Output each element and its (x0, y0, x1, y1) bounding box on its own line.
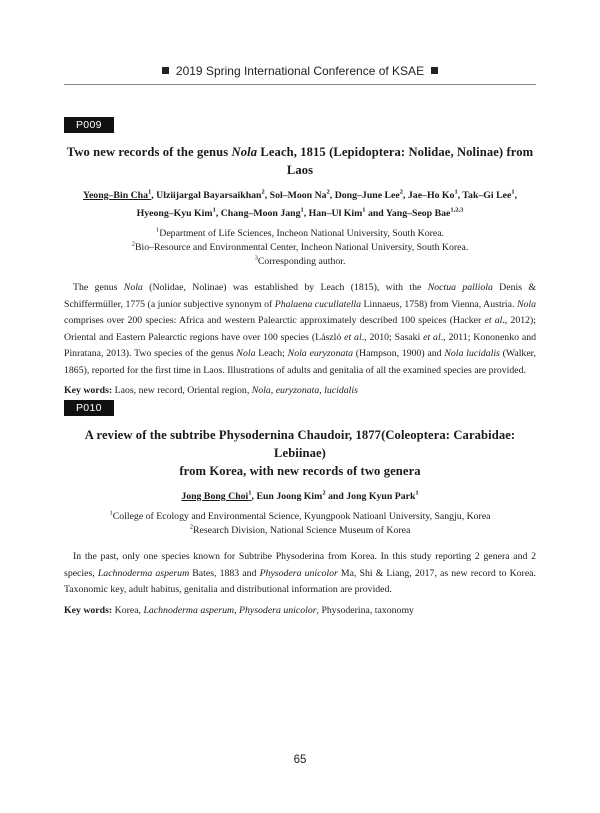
affiliation-list (64, 227, 536, 269)
author: Tak–Gi Lee$^1$ (462, 188, 515, 201)
presenting-author: Yeong–Bin Cha$^1$ (82, 188, 152, 201)
abstract: The genus Nola (Nolidae, Nolinae) was established by Leach (1815), with the Noctua palliola Denis & Schiffermüller, 1775 (a junior subjective synonym of Phalaena cucullatella Linnaeus, 1758) from Vienna, Austria. Nola comprises over 200 species: Africa and western Palearctic approximately described 100 speices (Hacker et al., 2012); Oriental and Eastern Palearctic regions have over 100 species (László et al., 2010; Sasaki et al., 2011; Kononenko and Pinratana, 2013). Two species of the genus Nola Leach; Nola euryzonata (Hampson, 1900) and Nola lucidalis (Walker, 1865), reported for the first time in Laos. Illustrations of adults and genitalia of all the examined species are provided. (64, 282, 537, 376)
author: Hyeong–Kyu Kim$^1$ (136, 206, 216, 219)
affiliation-list (64, 510, 536, 538)
affiliation: $^2$Bio–Resource and Environmental Center, Incheon National University, South Korea. (131, 240, 469, 253)
page-number: 65 (293, 754, 307, 766)
abstract: In the past, only one species known for Subtribe Physoderina from Korea. In this study reporting 2 genera and 2 species, Lachnoderma asperum Bates, 1883 and Physodera unicolor Ma, Shi & Liang, 2017, as new record to Korea. Taxonomic key, adult habitus, genitalia and distributional information are provided. (64, 551, 536, 595)
keywords-label: Key words: (64, 385, 113, 396)
author: Eun Joong Kim$^2$ (256, 489, 326, 502)
affiliation: $^1$College of Ecology and Environmental Science, Kyungpook Natioanl University, Sangju, Korea (109, 509, 491, 522)
square-bullet-icon (162, 67, 169, 74)
paper-id-badge: P009 (64, 117, 114, 133)
author: Yang–Seop Bae$^{1,2,3}$ (385, 206, 464, 219)
title-genus: Nola (231, 145, 258, 159)
author: Jae–Ho Ko$^1$ (407, 188, 458, 201)
keywords: Key words: Korea, Lachnoderma asperum, Physodera unicolor, Physoderina, taxonomy (64, 604, 414, 616)
conference-title: 2019 Spring International Conference of KSAE (175, 64, 425, 78)
paper-p009 (64, 115, 536, 399)
affiliation: $^3$Corresponding author. (254, 254, 346, 267)
author: Jong Kyun Park$^1$ (346, 489, 419, 502)
author: Han–Ul Kim$^1$ (308, 206, 366, 219)
keywords-label: Key words: (64, 604, 113, 616)
affiliation: $^1$Department of Life Sciences, Incheon National University, South Korea. (156, 226, 444, 239)
square-bullet-icon (431, 67, 438, 74)
author: Sol–Moon Na$^2$ (269, 188, 330, 201)
affiliation: $^2$Research Division, National Science Museum of Korea (189, 523, 411, 536)
paper-title: A review of the subtribe Physodernina Chaudoir, 1877(Coleoptera: Carabidae: Lebiinae) from Korea, with new records of two genera (84, 428, 516, 478)
paper-p010 (64, 398, 536, 619)
title-text: Two new records of the genus (66, 145, 232, 159)
title-text: Leach, 1815 (Lepidoptera: Nolidae, Nolinae) from Laos (257, 145, 534, 177)
author-list: Jong Bong Choi$^1$, Eun Joong Kim$^2$ and Jong Kyun Park$^1$ (181, 489, 419, 502)
author-list: Yeong–Bin Cha$^1$, Ulziijargal Bayarsaikhan$^2$, Sol–Moon Na$^2$, Dong–June Lee$^2$, Jae–Ho Ko$^1$, Tak–Gi Lee$^1$, Hyeong–Kyu Kim$^1$, Chang–Moon Jang$^1$, Han–Ul Kim$^1$ and Yang–Seop Bae$^{1,2,3}$ (82, 188, 518, 219)
presenting-author: Jong Bong Choi$^1$ (181, 489, 252, 502)
author: Ulziijargal Bayarsaikhan$^2$ (156, 188, 265, 201)
paper-id-badge: P010 (64, 400, 114, 416)
paper-title (64, 143, 536, 179)
running-header (0, 64, 600, 78)
author: Dong–June Lee$^2$ (334, 188, 403, 201)
author: Chang–Moon Jang$^1$ (220, 206, 304, 219)
keywords: Key words: Laos, new record, Oriental region, Nola, euryzonata, lucidalis (64, 385, 358, 396)
header-divider (64, 84, 536, 85)
